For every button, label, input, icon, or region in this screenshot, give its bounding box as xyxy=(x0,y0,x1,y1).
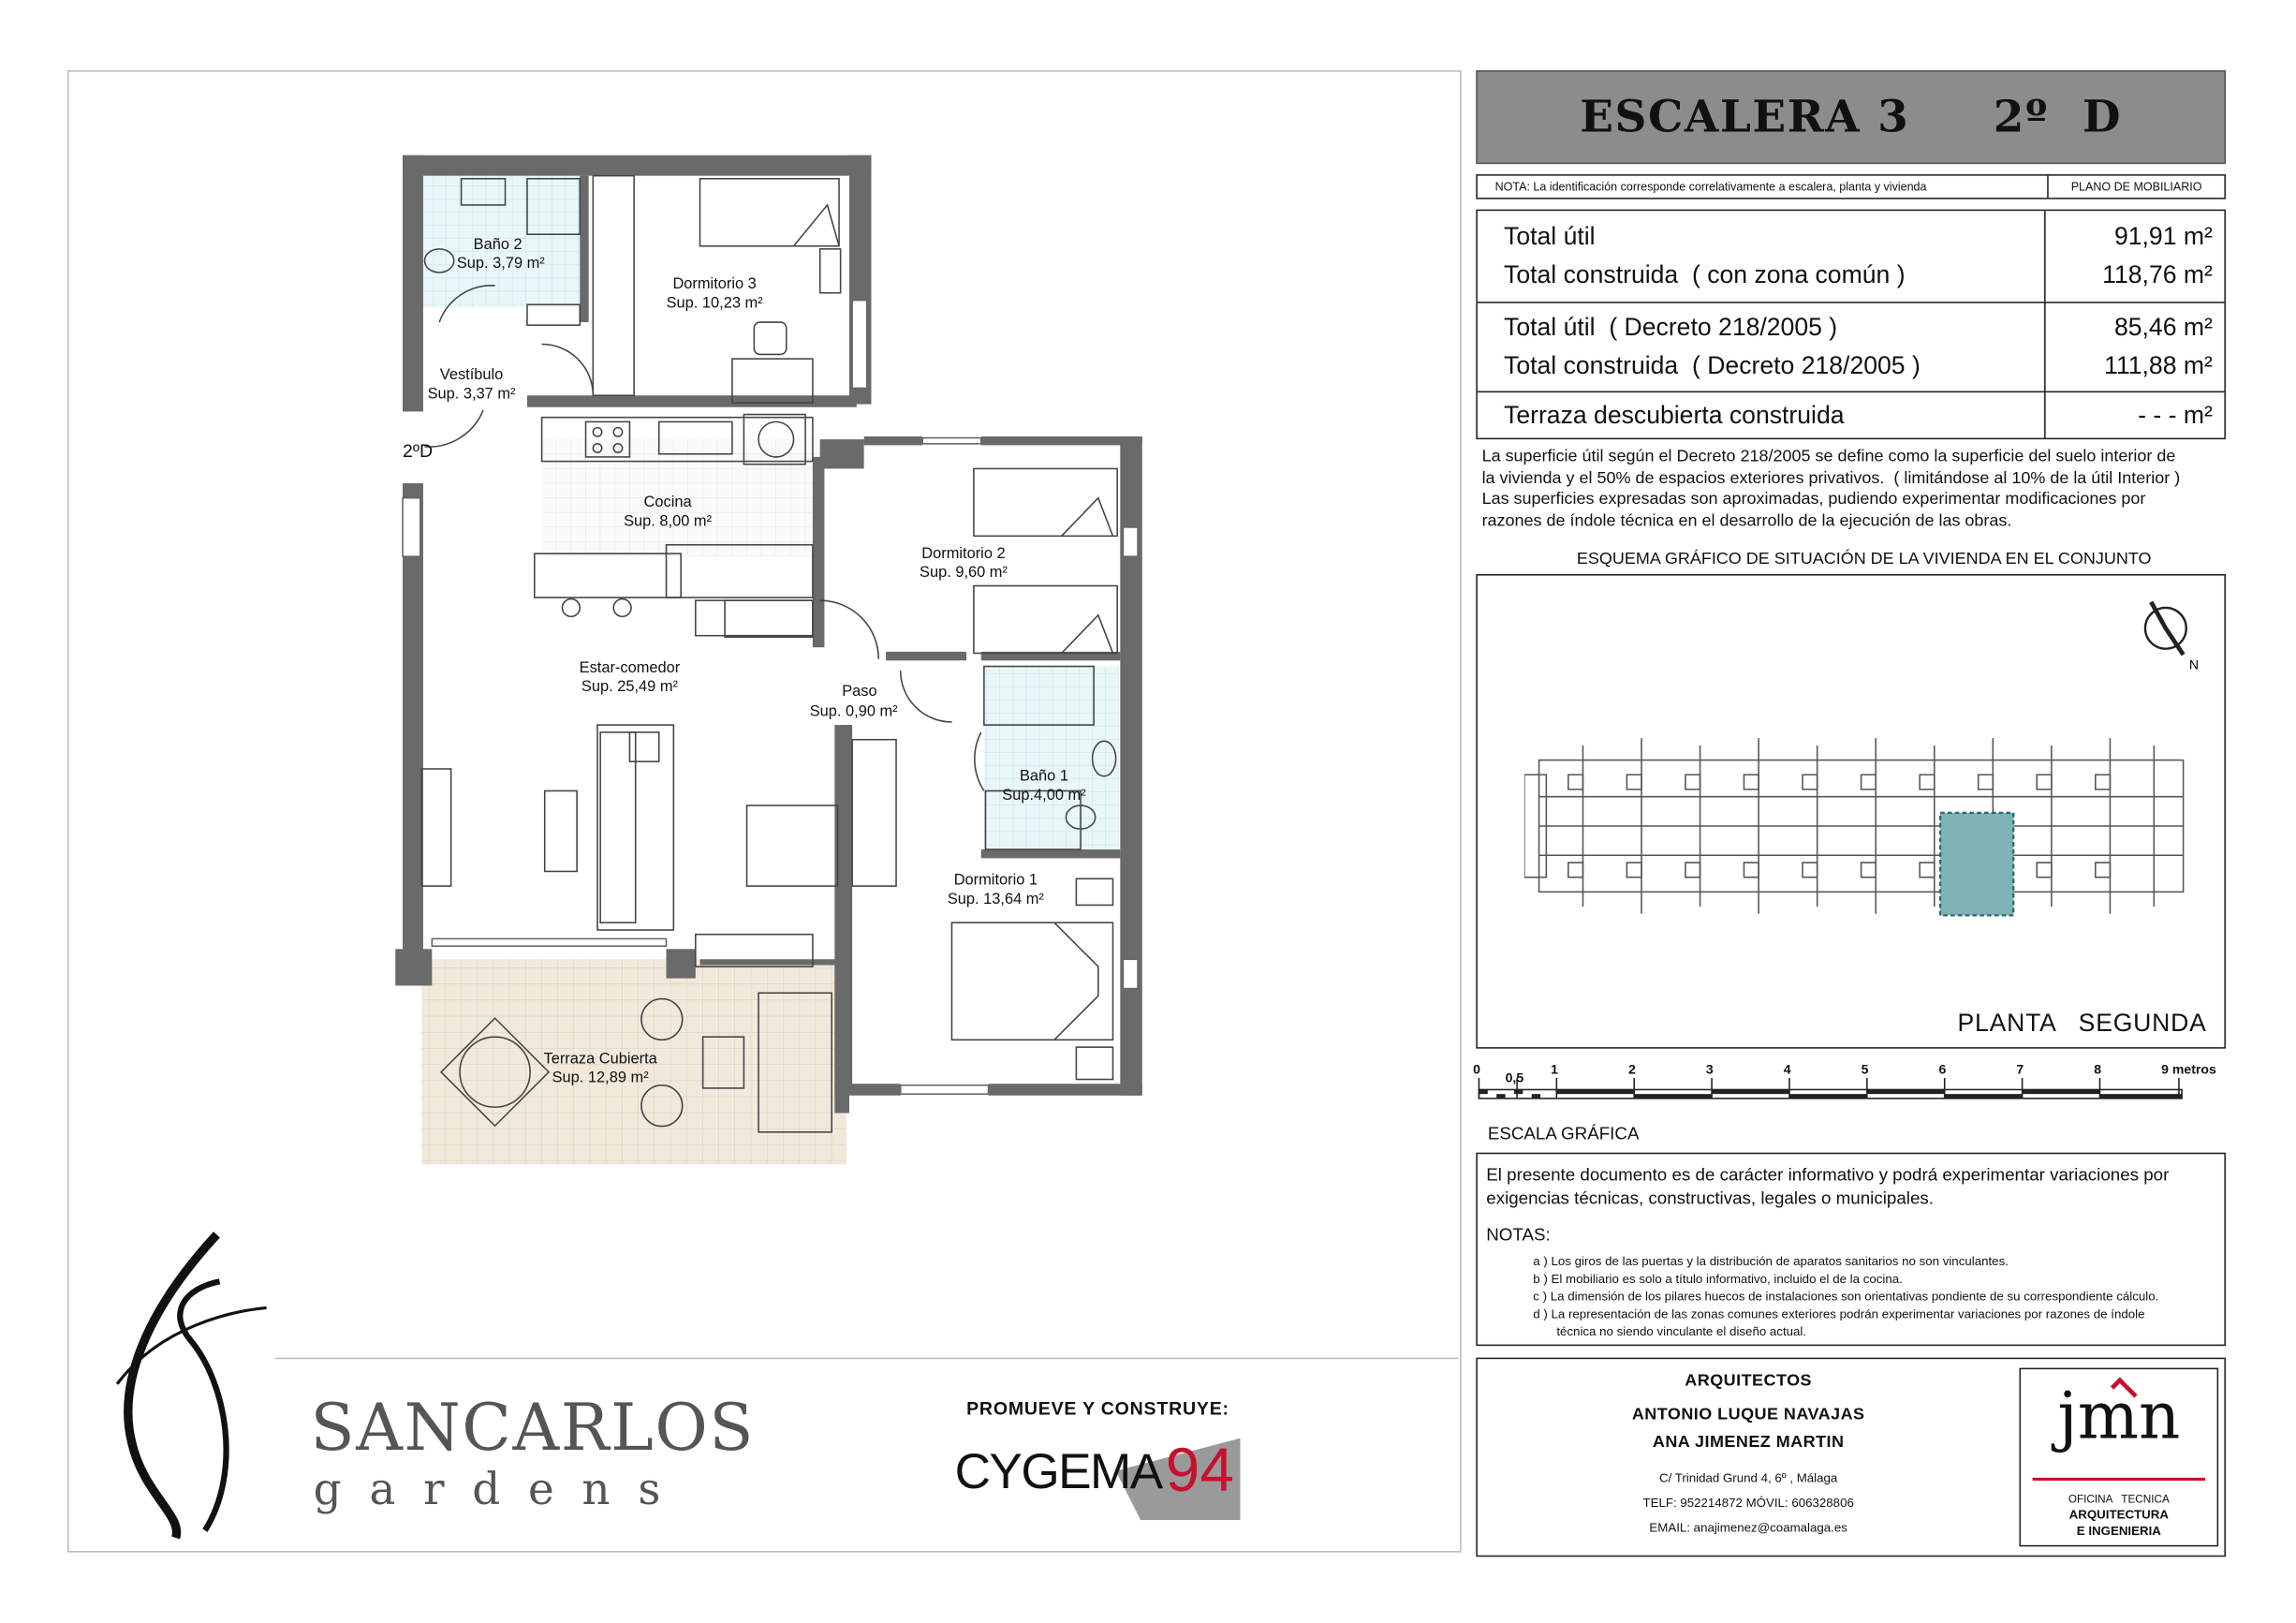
jmn-logo-sub: E INGENIERIA xyxy=(2076,1523,2161,1538)
site-plan xyxy=(1524,730,2191,927)
room-labels xyxy=(403,236,1086,1086)
area-value: - - - m² xyxy=(2138,401,2213,430)
jmn-logo xyxy=(2019,1368,2218,1547)
jmn-logo-sub: OFICINA TECNICA xyxy=(2068,1492,2170,1506)
disclaimer: El presente documento es de carácter informativo y podrá experimentar variaciones por exigencias técnicas, constructivas, legales o municipales. xyxy=(1486,1164,2170,1209)
schema-box xyxy=(1476,574,2226,1049)
room-area-paso: Sup. 0,90 m² xyxy=(809,702,898,720)
room-area-cocina: Sup. 8,00 m² xyxy=(624,512,713,530)
room-area-vestibulo: Sup. 3,37 m² xyxy=(427,385,516,403)
note-item: a ) Los giros de las puertas y la distribución de aparatos sanitarios no son vinculantes. xyxy=(1533,1253,2009,1269)
room-area-bano1: Sup.4,00 m² xyxy=(1002,786,1086,804)
architect-name: ANA JIMENEZ MARTIN xyxy=(1652,1433,1845,1452)
cygema-text: CYGEMA xyxy=(954,1443,1162,1500)
scale-tick: 9 metros xyxy=(2161,1061,2216,1077)
area-value: 118,76 m² xyxy=(2102,260,2213,289)
scale-tick: 8 xyxy=(2094,1061,2102,1077)
architects-title: ARQUITECTOS xyxy=(1685,1372,1813,1391)
info-box xyxy=(1476,1153,2226,1346)
jmn-logo-text: jmn xyxy=(2057,1380,2181,1454)
areas-vsep xyxy=(2044,211,2046,437)
description-line: Las superficies expresadas son aproximadas, pudiendo experimentar modificaciones por xyxy=(1481,490,2146,509)
scale-bar xyxy=(1476,1057,2230,1116)
unit-highlight xyxy=(1940,813,2013,915)
room-name-cocina: Cocina xyxy=(643,494,692,511)
page-title: ESCALERA 3 2º D xyxy=(1580,91,2123,143)
jmn-logo-sub: ARQUITECTURA xyxy=(2068,1507,2169,1522)
areas-hsep-2 xyxy=(1478,391,2225,393)
cygema-logo xyxy=(955,1436,1248,1524)
footer-divider xyxy=(275,1358,1459,1360)
description xyxy=(1482,447,2230,532)
area-value: 91,91 m² xyxy=(2113,222,2213,251)
room-name-paso: Paso xyxy=(842,682,877,700)
scale-label: ESCALA GRÁFICA xyxy=(1487,1123,1640,1144)
scale-tick: 7 xyxy=(2016,1061,2024,1077)
room-name-dorm2: Dormitorio 2 xyxy=(921,544,1006,562)
room-name-bano1: Baño 1 xyxy=(1019,767,1068,785)
note-item: técnica no siendo vinculante el diseño actual. xyxy=(1556,1323,1807,1339)
phones: TELF: 952214872 MÓVIL: 606328806 xyxy=(1642,1495,1854,1511)
note-item: b ) El mobiliario es solo a título informativo, incluido el de la cocina. xyxy=(1533,1271,1903,1287)
promoter-label: PROMUEVE Y CONSTRUYE: xyxy=(966,1398,1229,1420)
room-area-terraza: Sup. 12,89 m² xyxy=(552,1069,649,1086)
floor-plan xyxy=(381,146,1157,1186)
area-label: Terraza descubierta construida xyxy=(1504,401,1845,430)
area-label: Total construida ( con zona común ) xyxy=(1504,260,1906,289)
description-line: La superficie útil según el Decreto 218/2005 se define como la superficie del suelo interior de xyxy=(1481,448,2176,466)
unit-label: 2ºD xyxy=(403,440,434,462)
room-area-dorm2: Sup. 9,60 m² xyxy=(920,564,1008,582)
scale-tick: 0,5 xyxy=(1505,1070,1524,1085)
room-area-bano2: Sup. 3,79 m² xyxy=(456,255,545,273)
room-name-terraza: Terraza Cubierta xyxy=(543,1050,657,1068)
room-name-bano2: Baño 2 xyxy=(473,235,522,253)
room-name-estar: Estar-comedor xyxy=(579,658,681,676)
scale-tick: 4 xyxy=(1783,1061,1791,1077)
room-area-estar: Sup. 25,49 m² xyxy=(581,678,678,696)
areas-table xyxy=(1476,210,2226,440)
room-name-dorm3: Dormitorio 3 xyxy=(672,275,757,293)
scale-tick: 5 xyxy=(1861,1061,1869,1077)
room-area-dorm3: Sup. 10,23 m² xyxy=(666,294,763,312)
plan-type: PLANO DE MOBILIARIO xyxy=(2070,180,2202,194)
scale-tick: 3 xyxy=(1705,1061,1714,1077)
room-area-dorm1: Sup. 13,64 m² xyxy=(947,890,1044,907)
scale-tick: 1 xyxy=(1551,1061,1558,1077)
room-name-vestibulo: Vestíbulo xyxy=(439,366,504,384)
description-line: la vivienda y el 50% de espacios exteriores privativos. ( limitándose al 10% de la útil Interior ) xyxy=(1481,469,2181,487)
note-item: d ) La representación de las zonas comunes exteriores podrán experimentar variaciones por razones de índole xyxy=(1533,1306,2145,1321)
note-bar xyxy=(1476,174,2226,199)
scale-tick: 0 xyxy=(1473,1061,1481,1077)
id-note: NOTA: La identificación corresponde correlativamente a escalera, planta y vivienda xyxy=(1478,176,2049,198)
area-label: Total construida ( Decreto 218/2005 ) xyxy=(1504,351,1921,380)
svg-text:N: N xyxy=(2188,657,2200,672)
area-value: 111,88 m² xyxy=(2104,351,2213,380)
note-item: c ) La dimensión de los pilares huecos de instalaciones son orientativas pondiente de su correspondiente cálculo. xyxy=(1533,1289,2159,1304)
architect-name: ANTONIO LUQUE NAVAJAS xyxy=(1631,1406,1865,1424)
email: EMAIL: anajimenez@coamalaga.es xyxy=(1649,1520,1847,1535)
brand-subname: gardens xyxy=(313,1464,689,1516)
brand-name: SANCARLOS xyxy=(310,1391,756,1467)
sancarlos-emblem xyxy=(102,1223,278,1545)
scale-tick: 2 xyxy=(1627,1061,1636,1077)
scale-tick: 6 xyxy=(1938,1061,1947,1077)
jmn-logo-line xyxy=(2033,1478,2206,1481)
room-name-dorm1: Dormitorio 1 xyxy=(953,871,1038,889)
area-value: 85,46 m² xyxy=(2113,313,2213,342)
architects-box xyxy=(1476,1358,2226,1557)
description-line: razones de índole técnica en el desarrollo de la ejecución de las obras. xyxy=(1481,511,2012,530)
schema-title: ESQUEMA GRÁFICO DE SITUACIÓN DE LA VIVIENDA EN EL CONJUNTO xyxy=(1576,550,2152,568)
north-arrow-icon xyxy=(2133,587,2206,675)
floor-label: PLANTA SEGUNDA xyxy=(1957,1009,2207,1038)
cygema-num: 94 xyxy=(1165,1435,1234,1505)
area-label: Total útil xyxy=(1504,222,1596,251)
address: C/ Trinidad Grund 4, 6º , Málaga xyxy=(1659,1470,1838,1485)
notes-title: NOTAS: xyxy=(1486,1224,1551,1246)
areas-hsep-1 xyxy=(1478,302,2225,303)
area-label: Total útil ( Decreto 218/2005 ) xyxy=(1504,313,1838,342)
title-box xyxy=(1476,70,2226,164)
